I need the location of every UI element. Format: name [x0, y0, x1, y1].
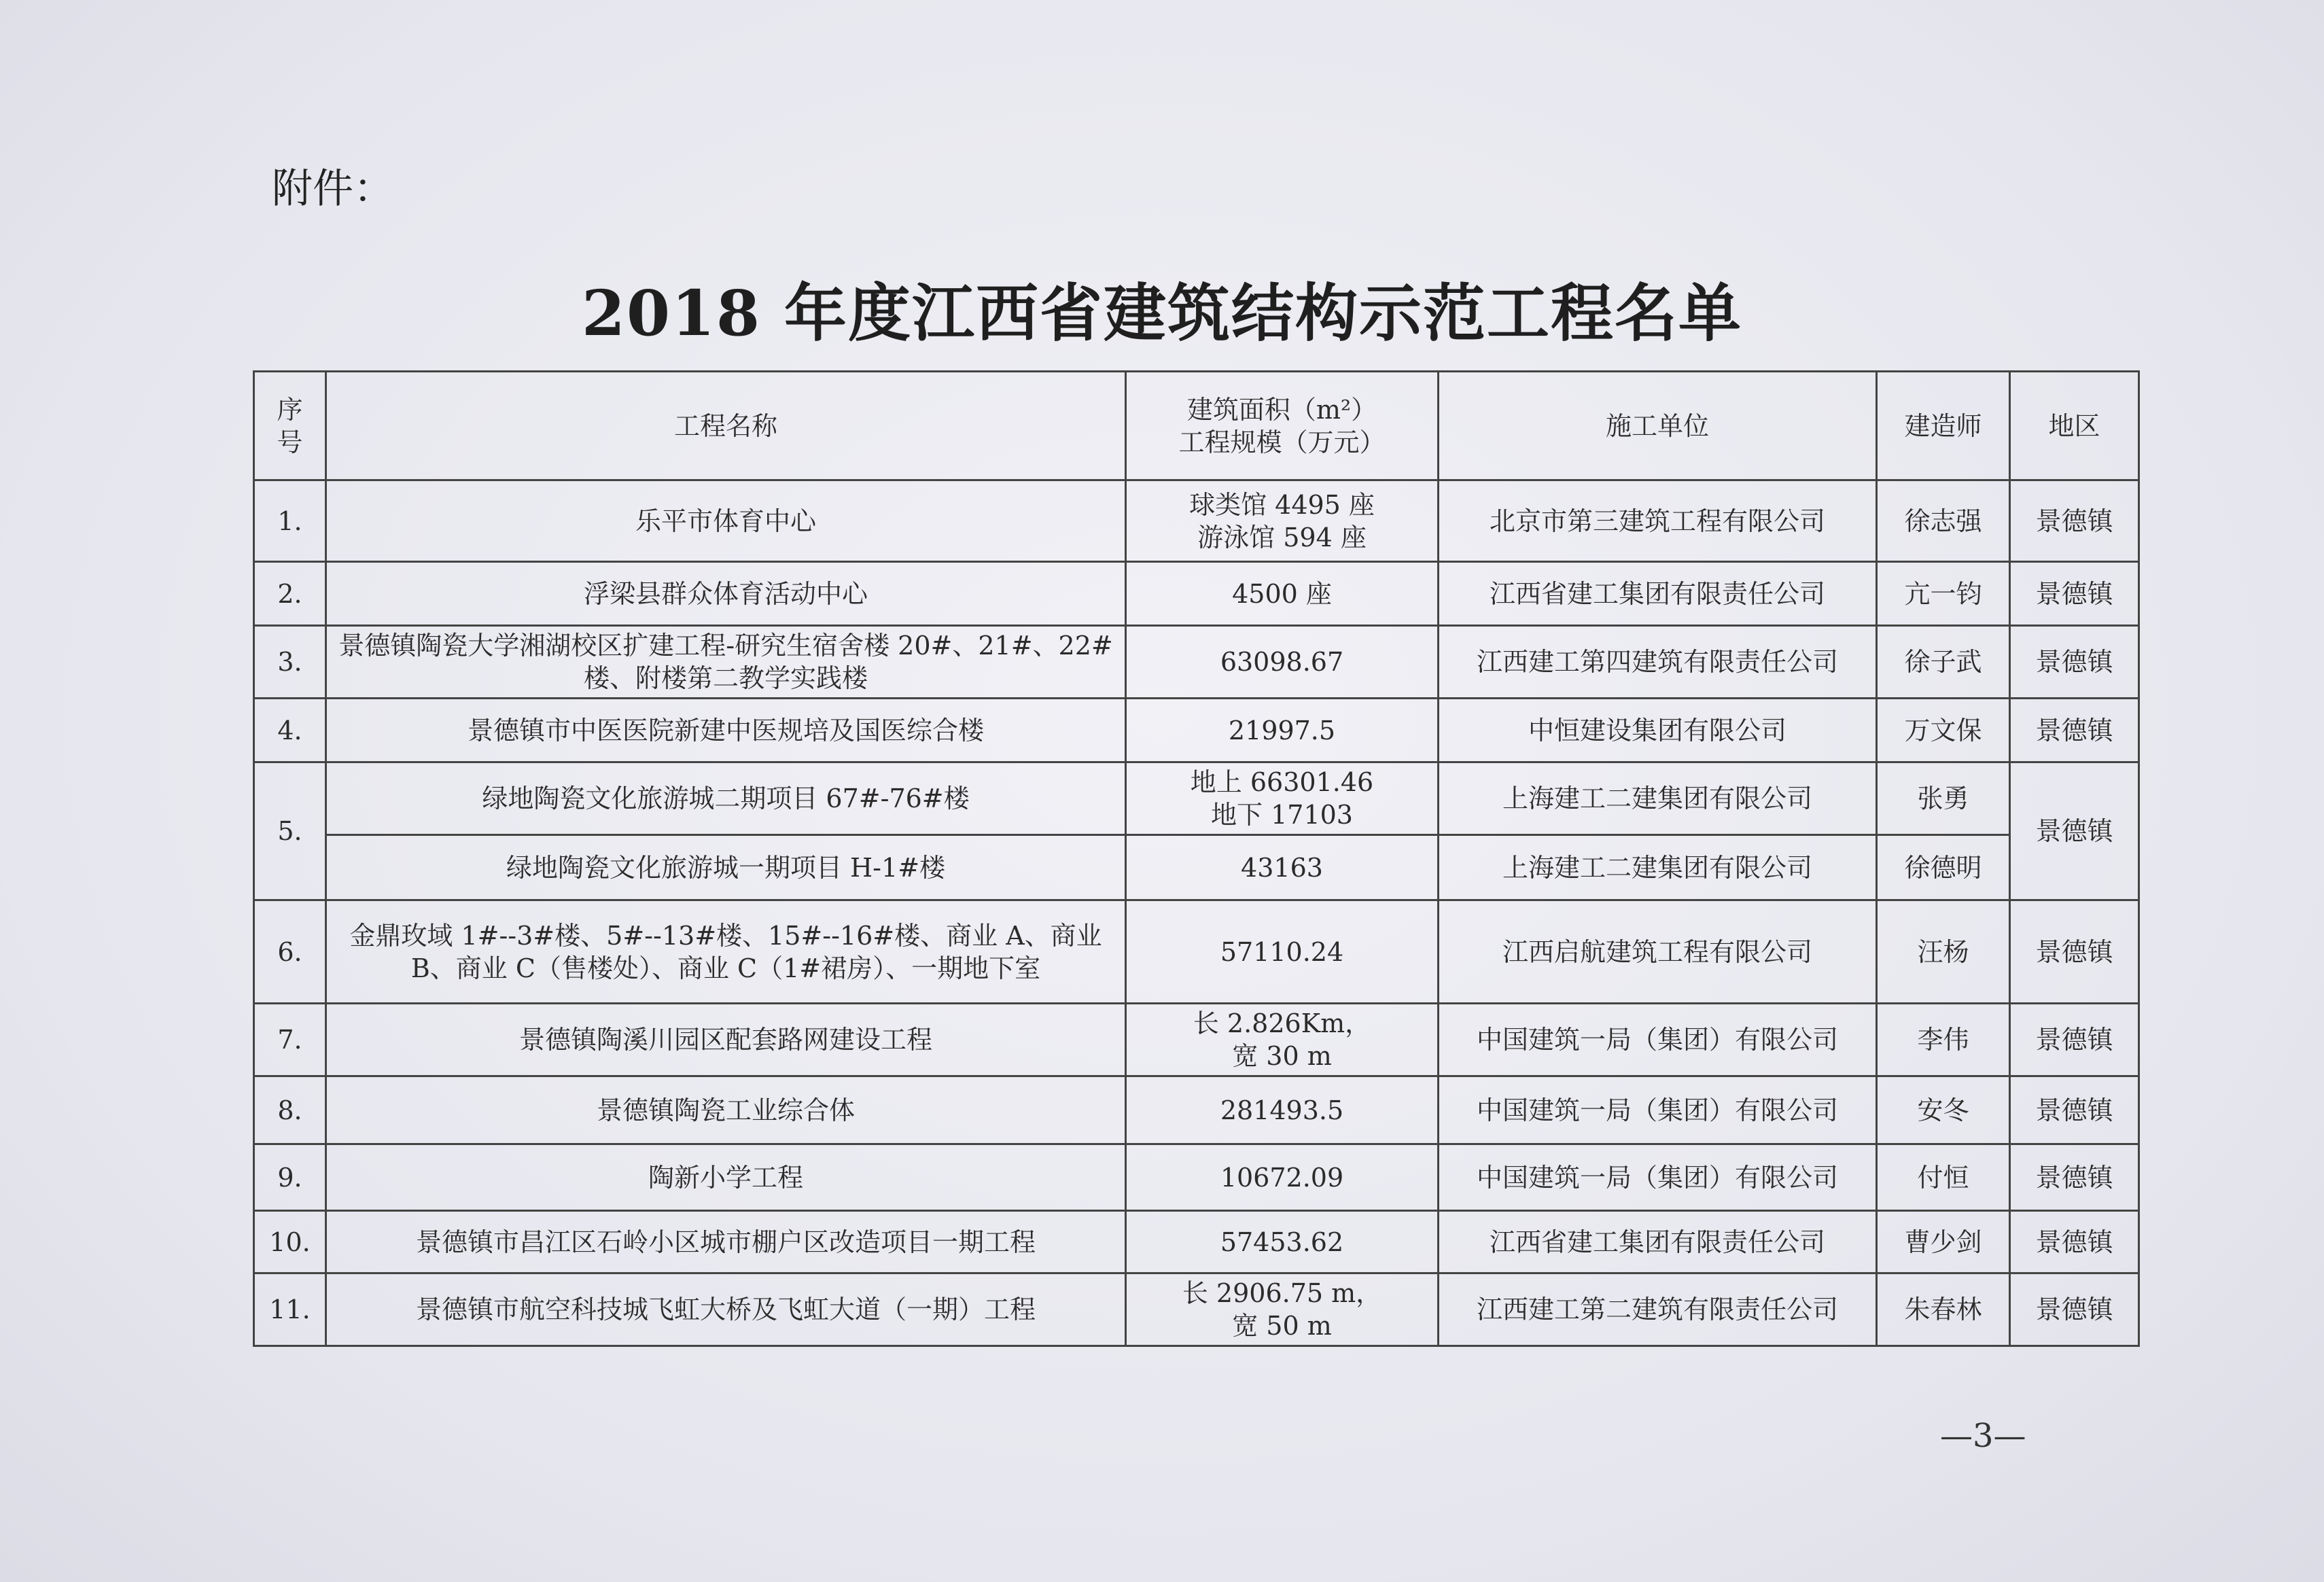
cell-name: 绿地陶瓷文化旅游城一期项目 H-1#楼 [326, 835, 1126, 900]
cell-builder: 曹少剑 [1877, 1211, 2010, 1273]
cell-contractor: 中恒建设集团有限公司 [1439, 699, 1877, 762]
cell-scale: 57453.62 [1126, 1211, 1439, 1273]
cell-contractor: 中国建筑一局（集团）有限公司 [1439, 1144, 1877, 1211]
cell-region: 景德镇 [2010, 562, 2139, 626]
cell-builder: 徐子武 [1877, 626, 2010, 699]
cell-region: 景德镇 [2010, 480, 2139, 562]
cell-name: 乐平市体育中心 [326, 480, 1126, 562]
table-row [254, 835, 2139, 900]
cell-contractor: 中国建筑一局（集团）有限公司 [1439, 1076, 1877, 1144]
cell-name: 景德镇陶溪川园区配套路网建设工程 [326, 1004, 1126, 1076]
cell-region: 景德镇 [2010, 1211, 2139, 1273]
cell-contractor: 江西省建工集团有限责任公司 [1439, 1211, 1877, 1273]
cell-scale: 4500 座 [1126, 562, 1439, 626]
header-contractor: 施工单位 [1439, 372, 1877, 480]
cell-name: 绿地陶瓷文化旅游城二期项目 67#-76#楼 [326, 762, 1126, 835]
cell-name: 景德镇陶瓷大学湘湖校区扩建工程-研究生宿舍楼 20#、21#、22#楼、附楼第二教学实践楼 [326, 626, 1126, 699]
header-builder: 建造师 [1877, 372, 2010, 480]
cell-builder: 付恒 [1877, 1144, 2010, 1211]
cell-name: 景德镇市中医医院新建中医规培及国医综合楼 [326, 699, 1126, 762]
cell-scale: 地上 66301.46 地下 17103 [1126, 762, 1439, 835]
cell-seq: 7. [254, 1004, 326, 1076]
header-region: 地区 [2010, 372, 2139, 480]
page-number: —3— [1940, 1417, 2026, 1455]
cell-contractor: 上海建工二建集团有限公司 [1439, 762, 1877, 835]
table-row [254, 1144, 2139, 1211]
cell-seq: 9. [254, 1144, 326, 1211]
cell-region: 景德镇 [2010, 1144, 2139, 1211]
cell-seq: 8. [254, 1076, 326, 1144]
cell-region: 景德镇 [2010, 626, 2139, 699]
cell-seq: 3. [254, 626, 326, 699]
table-row [254, 626, 2139, 699]
cell-seq: 4. [254, 699, 326, 762]
cell-scale: 10672.09 [1126, 1144, 1439, 1211]
header-scale [1126, 372, 1439, 480]
cell-scale: 43163 [1126, 835, 1439, 900]
cell-builder: 徐志强 [1877, 480, 2010, 562]
cell-seq: 2. [254, 562, 326, 626]
table-row [254, 1004, 2139, 1076]
cell-name: 景德镇市航空科技城飞虹大桥及飞虹大道（一期）工程 [326, 1273, 1126, 1346]
table-row [254, 480, 2139, 562]
cell-region: 景德镇 [2010, 699, 2139, 762]
project-table [253, 370, 2140, 1347]
cell-contractor: 江西建工第二建筑有限责任公司 [1439, 1273, 1877, 1346]
cell-name: 浮梁县群众体育活动中心 [326, 562, 1126, 626]
cell-contractor: 中国建筑一局（集团）有限公司 [1439, 1004, 1877, 1076]
cell-builder: 张勇 [1877, 762, 2010, 835]
header-seq: 序号 [254, 372, 326, 480]
cell-contractor: 江西启航建筑工程有限公司 [1439, 900, 1877, 1004]
document-title: 2018 年度江西省建筑结构示范工程名单 [581, 277, 1743, 350]
header-name: 工程名称 [326, 372, 1126, 480]
table-row [254, 562, 2139, 626]
header-scale-line2: 工程规模（万元） [1178, 427, 1386, 457]
cell-scale: 57110.24 [1126, 900, 1439, 1004]
header-scale-line1: 建筑面积（m²） [1186, 394, 1377, 425]
cell-region: 景德镇 [2010, 900, 2139, 1004]
cell-builder: 徐德明 [1877, 835, 2010, 900]
cell-region: 景德镇 [2010, 1004, 2139, 1076]
cell-name: 金鼎玫域 1#--3#楼、5#--13#楼、15#--16#楼、商业 A、商业 B、商业 C（售楼处）、商业 C（1#裙房）、一期地下室 [326, 900, 1126, 1004]
table-row [254, 1211, 2139, 1273]
cell-contractor: 北京市第三建筑工程有限公司 [1439, 480, 1877, 562]
cell-builder: 李伟 [1877, 1004, 2010, 1076]
cell-scale: 长 2906.75 m， 宽 50 m [1126, 1273, 1439, 1346]
cell-name: 陶新小学工程 [326, 1144, 1126, 1211]
cell-seq: 5. [254, 762, 326, 900]
cell-seq: 6. [254, 900, 326, 1004]
cell-region: 景德镇 [2010, 762, 2139, 900]
table-row [254, 1273, 2139, 1346]
cell-scale: 63098.67 [1126, 626, 1439, 699]
cell-builder: 万文保 [1877, 699, 2010, 762]
cell-seq: 1. [254, 480, 326, 562]
cell-builder: 朱春林 [1877, 1273, 2010, 1346]
cell-name: 景德镇陶瓷工业综合体 [326, 1076, 1126, 1144]
cell-name: 景德镇市昌江区石岭小区城市棚户区改造项目一期工程 [326, 1211, 1126, 1273]
cell-contractor: 上海建工二建集团有限公司 [1439, 835, 1877, 900]
cell-seq: 10. [254, 1211, 326, 1273]
table-row [254, 699, 2139, 762]
cell-builder: 汪杨 [1877, 900, 2010, 1004]
attachment-label: 附件： [272, 165, 394, 213]
table-row [254, 762, 2139, 835]
table-header-row [254, 372, 2139, 480]
cell-scale: 球类馆 4495 座 游泳馆 594 座 [1126, 480, 1439, 562]
table-row [254, 900, 2139, 1004]
cell-contractor: 江西建工第四建筑有限责任公司 [1439, 626, 1877, 699]
table-row [254, 1076, 2139, 1144]
cell-contractor: 江西省建工集团有限责任公司 [1439, 562, 1877, 626]
cell-scale: 281493.5 [1126, 1076, 1439, 1144]
cell-scale: 21997.5 [1126, 699, 1439, 762]
cell-region: 景德镇 [2010, 1273, 2139, 1346]
cell-seq: 11. [254, 1273, 326, 1346]
cell-builder: 亢一钧 [1877, 562, 2010, 626]
cell-region: 景德镇 [2010, 1076, 2139, 1144]
cell-scale: 长 2.826Km， 宽 30 m [1126, 1004, 1439, 1076]
cell-builder: 安冬 [1877, 1076, 2010, 1144]
